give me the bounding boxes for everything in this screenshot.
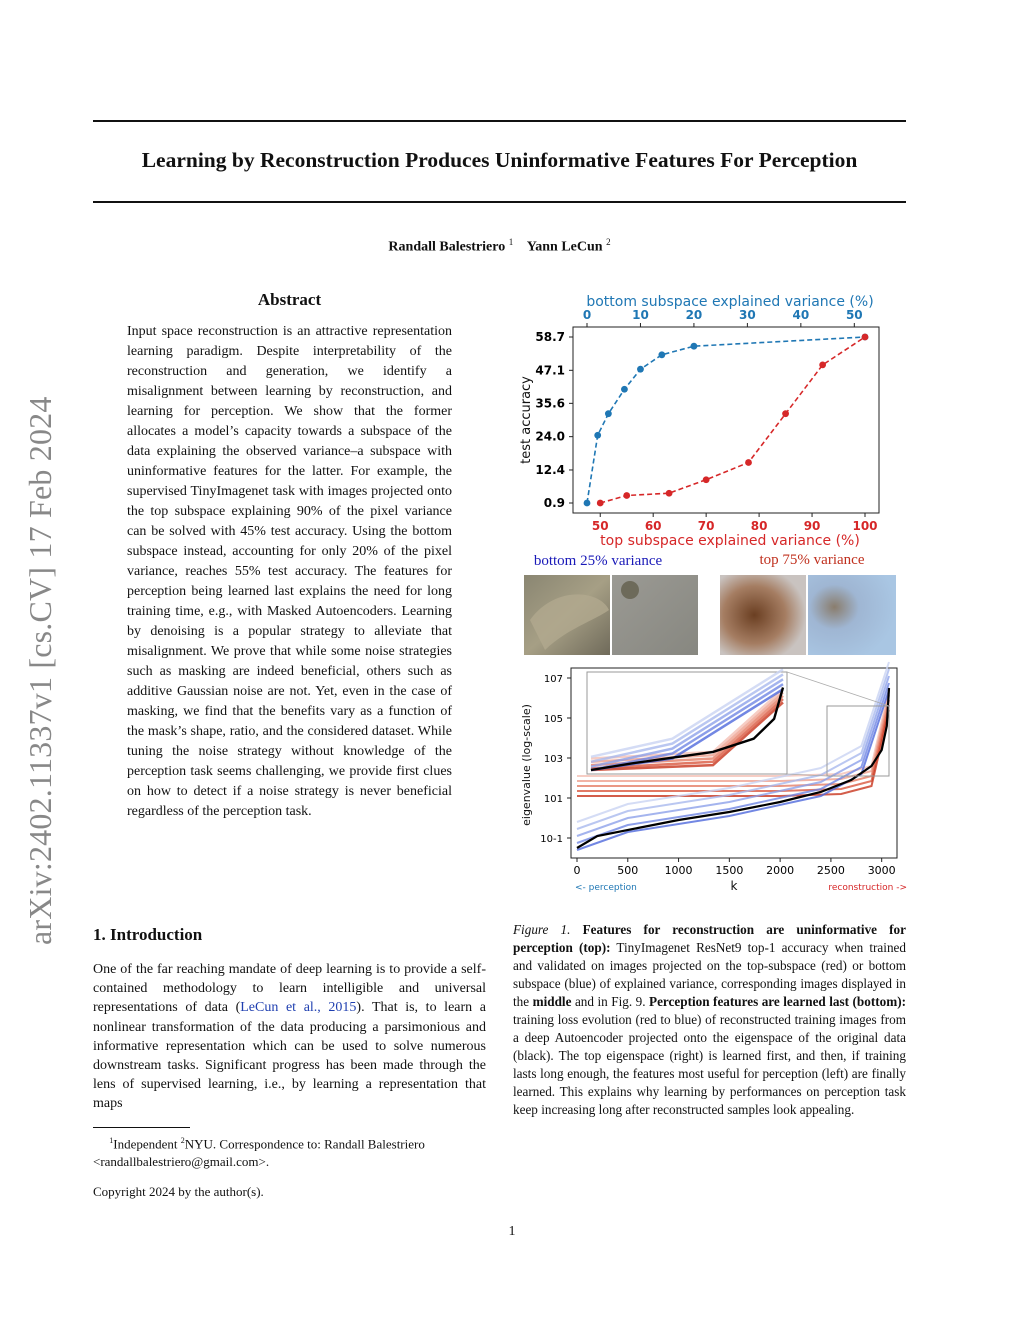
x-tick-label: 3000: [867, 864, 896, 877]
data-point: [594, 432, 601, 439]
data-point: [621, 386, 628, 393]
y-tick-label: 12.4: [535, 462, 565, 477]
bottom-axis-label: top subspace explained variance (%): [600, 533, 860, 549]
top-tick-label: 10: [632, 308, 649, 322]
page-number: 1: [508, 1224, 516, 1239]
data-point: [691, 343, 698, 350]
author-name: Yann LeCun: [526, 239, 603, 255]
arxiv-stamp: arXiv:2402.11337v1 [cs.CV] 17 Feb 2024: [22, 396, 58, 945]
y-axis-label-2: eigenvalue (log-scale): [520, 704, 533, 826]
top-variance-image-1: [720, 575, 806, 655]
author-list: Randall Balestriero $^1$ Yann LeCun $^2$: [388, 237, 611, 255]
eigenvalue-chart: [520, 662, 907, 893]
y-axis-label: test accuracy: [519, 376, 534, 464]
accuracy-chart: [519, 294, 879, 549]
top-tick-label: 30: [739, 308, 756, 322]
data-point: [597, 500, 604, 507]
x-tick-label: 1500: [715, 864, 744, 877]
y-tick-label: 107: [543, 674, 563, 685]
figure-caption: Figure 1. Features for reconstruction are uninformative for perception (top): TinyImagenet ResNet9 top-1 accuracy when trained and validated on images projected on the top-subspace (red) or bottom subspace (blue) of explained variance, corresponding images displayed in the middle and in Fig. 9. Perception features are learned last (bottom): training loss evolution (red to blue) of reconstructed training images from a deep Autoencoder projected onto the eigenspace of the original data (black). The top eigenspace (right) is learned first, and then, if training lasts long enough, the features most useful for perception (left) are finally learned. This explains why learning by performances on perception task keep increasing long after reconstructed samples look appealing.: [513, 922, 906, 1117]
citation-link[interactable]: LeCun et al., 2015: [240, 1000, 357, 1016]
plot-frame: [573, 327, 879, 513]
abstract-text: Input space reconstruction is an attractive representation learning paradigm. Despite interpretability of the reconstruction and generation, we identify a misalignment between learning by reconstruction, and learning for perception. We show that the former allocates a model’s capacity towards a subspace of the data explaining the observed variance–a subspace with uninformative features for the latter. For example, the supervised TinyImagenet task with images projected onto the top subspace explaining 90% of the pixel variance can be solved with 45% test accuracy. Using the bottom subspace instead, accounting for only 20% of the pixel variance, reaches 55% test accuracy. The features for perception being learned last explains the need for long training time, e.g., with Masked Autoencoders. Learning by denoising is a popular strategy to alleviate that misalignment. We prove that while some noise strategies such as masking are indeed beneficial, others such as additive Gaussian noise are not. Yet, even in the case of masking, we find that the benefits vary as a function of the mask’s shape, ratio, and the considered dataset. While tuning the noise strategy without knowledge of the perception task seems challenging, we provide first clues on how to detect if a noise strategy is never beneficial regardless of the perception task.: [127, 324, 452, 819]
x-axis-label-2: k: [730, 879, 738, 893]
top-axis-label: bottom subspace explained variance (%): [586, 294, 874, 310]
bottom-tick-label: 50: [591, 519, 609, 533]
bottom-variance-label: bottom 25% variance: [533, 553, 663, 569]
x-tick-label: 500: [617, 864, 639, 877]
data-point: [637, 366, 644, 373]
data-point: [819, 361, 826, 368]
bee-shape: [621, 581, 639, 599]
perception-annotation: <- perception: [575, 883, 637, 893]
reconstruction-annotation: reconstruction ->: [828, 883, 907, 893]
copyright: Copyright 2024 by the author(s).: [93, 1184, 264, 1199]
data-point: [862, 334, 869, 341]
author-name: Randall Balestriero: [388, 239, 506, 255]
top-tick-label: 0: [582, 308, 592, 322]
zoom-connector: [787, 672, 889, 706]
y-tick-label: 0.9: [543, 496, 565, 510]
data-point: [584, 500, 591, 507]
figure-svg: [505, 290, 915, 900]
abstract-heading: Abstract: [257, 290, 322, 309]
x-tick-label: 2500: [816, 864, 845, 877]
footnote-rule: [93, 1127, 190, 1128]
top-tick-label: 40: [792, 308, 810, 322]
paper-title: Learning by Reconstruction Produces Uninformative Features For Perception: [141, 148, 858, 172]
data-point: [623, 492, 630, 499]
top-variance-image-2: [808, 575, 896, 655]
y-tick-label: 101: [543, 794, 563, 805]
bottom-tick-label: 70: [697, 519, 715, 533]
footnote: $^1$Independent $^2$NYU. Correspondence to: Randall Balestriero <randallbalestriero@gmail.com>.: [93, 1136, 425, 1170]
title-bottom-rule: [93, 201, 906, 203]
top-tick-label: 20: [685, 308, 703, 322]
bottom-tick-label: 100: [852, 519, 878, 533]
y-tick-label: 35.6: [535, 396, 565, 411]
y-tick-label: 105: [543, 714, 563, 725]
x-tick-label: 1000: [664, 864, 693, 877]
x-tick-label: 0: [573, 864, 581, 877]
top-variance-label: top 75% variance: [759, 552, 865, 568]
y-tick-label: 47.1: [535, 363, 565, 378]
bottom-tick-label: 80: [750, 519, 768, 533]
bottom-tick-label: 90: [803, 519, 821, 533]
series-line: [600, 337, 865, 503]
data-point: [745, 459, 752, 466]
figure-1: [505, 290, 915, 900]
top-tick-label: 50: [845, 308, 863, 322]
data-point: [666, 490, 673, 497]
data-point: [658, 351, 665, 358]
data-point: [605, 410, 612, 417]
x-tick-label: 2000: [766, 864, 795, 877]
y-tick-label: 58.7: [535, 330, 565, 344]
section-heading: 1. Introduction: [93, 925, 203, 944]
y-tick-label: 103: [543, 754, 563, 765]
bottom-tick-label: 60: [644, 519, 662, 533]
data-point: [782, 410, 789, 417]
data-point: [703, 476, 710, 483]
y-tick-label: 24.0: [535, 429, 565, 444]
top-rule: [93, 120, 906, 122]
intro-paragraph: One of the far reaching mandate of deep learning is to provide a self-contained methodology to learn intelligible and universal representations of data (LeCun et al., 2015). That is, to learn a nonlinear transformation of the data producing a parsimonious and informative representation which can be used to solve numerous downstream tasks. Significant progress has been made through the lens of supervised learning, i.e., by learning a representation that maps: [93, 962, 486, 1112]
y-tick-label: 10-1: [540, 834, 563, 845]
